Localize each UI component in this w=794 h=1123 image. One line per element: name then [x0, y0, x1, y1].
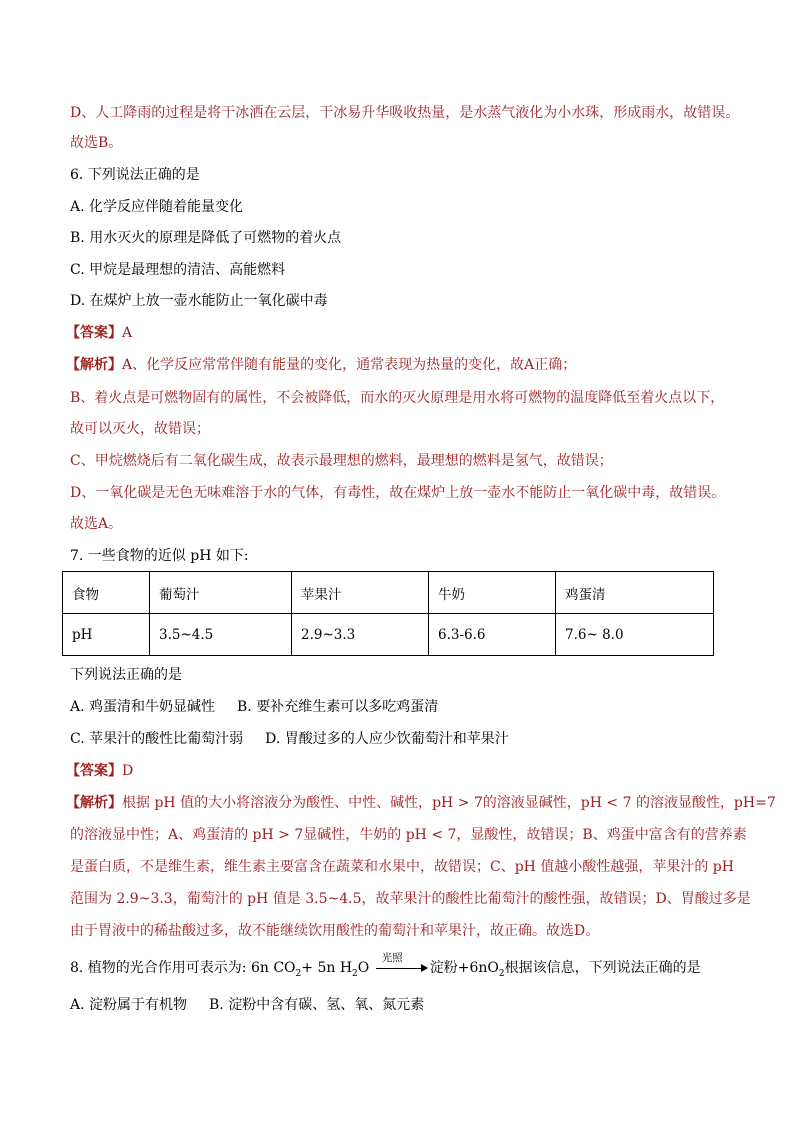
q6-option-a: A. 化学反应伴随着能量变化 — [70, 199, 244, 215]
arrow-condition: 光照 — [381, 952, 403, 964]
q6-option-b: B. 用水灭火的原理是降低了可燃物的着火点 — [70, 230, 342, 246]
q8-option-b: B. 淀粉中含有碳、氢、氧、氮元素 — [209, 997, 425, 1013]
table-row — [63, 572, 714, 614]
q7-prompt: 下列说法正确的是 — [70, 667, 182, 683]
q6-analysis-a: 【解析】A、化学反应常常伴随有能量的变化，通常表现为热量的变化，故A正确； — [66, 357, 577, 373]
q6-question: 6. 下列说法正确的是 — [70, 167, 200, 183]
q7-analysis-line-3: 是蛋白质，不是维生素，维生素主要富含在蔬菜和水果中，故错误；C、pH 值越小酸性越强，苹果汁的 pH — [70, 859, 734, 875]
q7-option-c: C. 苹果汁的酸性比葡萄汁弱 — [70, 731, 244, 747]
table-row — [63, 614, 714, 656]
q7-analysis-line-4: 范围为 2.9~3.3，葡萄汁的 pH 值是 3.5~4.5，故苹果汁的酸性比葡萄汁的酸性强，故错误；D、胃酸过多是 — [70, 891, 751, 907]
q7-option-b: B. 要补充维生素可以多吃鸡蛋清 — [237, 699, 439, 715]
table-cell: pH — [63, 614, 150, 656]
q6-analysis-b2: 故可以灭火，故错误； — [70, 421, 210, 437]
q7-analysis-line-1: 【解析】根据 pH 值的大小将溶液分为酸性、中性、碱性，pH > 7的溶液显碱性，pH < 7 的溶液显酸性，pH=7 — [66, 795, 776, 811]
table-cell: 食物 — [63, 572, 150, 614]
q7-option-d: D. 胃酸过多的人应少饮葡萄汁和苹果汁 — [265, 731, 509, 747]
q6-answer — [66, 324, 132, 342]
q8-options-ab — [70, 996, 424, 1014]
answer-label: 【答案】 — [66, 763, 122, 779]
answer-value: A — [122, 325, 133, 341]
q7-analysis-line-5: 由于胃液中的稀盐酸过多，故不能继续饮用酸性的葡萄汁和苹果汁，故正确。故选D。 — [70, 923, 600, 939]
table-cell: 6.3-6.6 — [429, 614, 556, 656]
q5-conclusion: 故选B。 — [70, 135, 123, 151]
q6-option-c: C. 甲烷是最理想的清洁、高能燃料 — [70, 262, 286, 278]
q6-option-d: D. 在煤炉上放一壶水能防止一氧化碳中毒 — [70, 293, 328, 309]
q8-question: 8. 植物的光合作用可表示为: 6n $CO_2+ 5n$ $H_2O$ 光照 淀粉$+6nO_2$根据该信息，下列说法正确的是 — [70, 958, 794, 983]
q7-option-a: A. 鸡蛋清和牛奶显碱性 — [70, 699, 216, 715]
analysis-label: 【解析】 — [66, 795, 122, 811]
q6-conclusion: 故选A。 — [70, 516, 123, 532]
q8-option-a: A. 淀粉属于有机物 — [70, 997, 188, 1013]
q7-analysis-line-2: 的溶液显中性；A、鸡蛋清的 pH > 7显碱性，牛奶的 pH < 7，显酸性，故错误；B、鸡蛋中富含有的营养素 — [70, 827, 747, 843]
q7-answer — [66, 762, 133, 780]
reaction-arrow-icon — [376, 952, 428, 974]
table-cell: 苹果汁 — [292, 572, 429, 614]
q7-options-ab — [70, 698, 438, 716]
table-cell: 牛奶 — [429, 572, 556, 614]
q5-analysis-d: D、人工降雨的过程是将干冰洒在云层，干冰易升华吸收热量，是水蒸气液化为小水珠，形成雨水，故错误。 — [70, 105, 740, 121]
table-cell: 葡萄汁 — [150, 572, 292, 614]
ph-table — [62, 571, 714, 656]
q7-options-cd — [70, 730, 509, 748]
analysis-label: 【解析】 — [66, 357, 122, 373]
q6-analysis-b1: B、着火点是可燃物固有的属性，不会被降低，而水的灭火原理是用水将可燃物的温度降低至着火点以下， — [70, 390, 725, 406]
table-cell: 2.9~3.3 — [292, 614, 429, 656]
table-cell: 鸡蛋清 — [556, 572, 714, 614]
answer-label: 【答案】 — [66, 325, 122, 341]
table-cell: 3.5~4.5 — [150, 614, 292, 656]
q7-question: 7. 一些食物的近似 pH 如下: — [70, 548, 249, 564]
q6-analysis-c: C、甲烷燃烧后有二氧化碳生成，故表示最理想的燃料，最理想的燃料是氢气，故错误； — [70, 453, 613, 469]
q6-analysis-d: D、一氧化碳是无色无味难溶于水的气体，有毒性，故在煤炉上放一壶水不能防止一氧化碳中毒，故错误。 — [70, 485, 726, 501]
answer-value: D — [122, 763, 134, 779]
table-cell: 7.6~ 8.0 — [556, 614, 714, 656]
